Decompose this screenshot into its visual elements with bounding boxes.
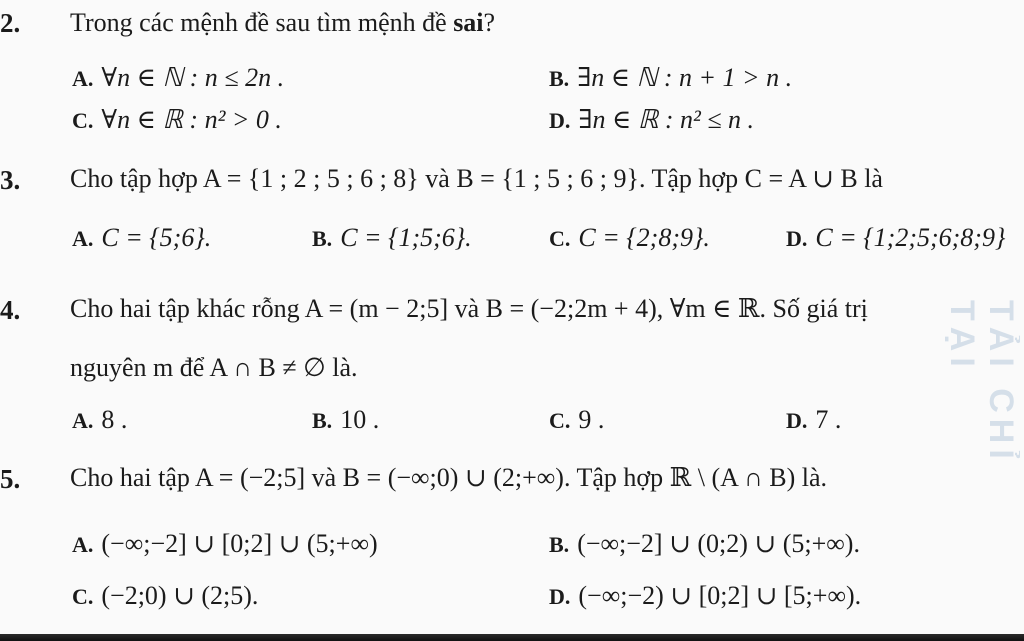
option-letter: B. bbox=[549, 532, 570, 557]
option-letter: C. bbox=[549, 408, 571, 433]
option-letter: B. bbox=[312, 226, 333, 251]
option-letter: A. bbox=[72, 408, 94, 433]
bottom-border bbox=[0, 634, 1024, 641]
question-2-option-d bbox=[549, 104, 754, 137]
question-4-stem-line-1: Cho hai tập khác rỗng A = (m − 2;5] và B = (−2;2m + 4), ∀m ∈ ℝ. Số giá trị bbox=[70, 294, 868, 323]
question-2-stem-bold: sai bbox=[453, 8, 484, 37]
question-5-number: 5. bbox=[0, 464, 21, 494]
option-text: C = {5;6}. bbox=[101, 223, 212, 252]
question-2-stem-text: Trong các mệnh đề sau tìm mệnh đề bbox=[70, 8, 454, 37]
option-text: 9 . bbox=[578, 405, 605, 434]
question-3-number: 3. bbox=[0, 165, 21, 195]
watermark: TẢI CHỈ TẠI bbox=[943, 300, 1020, 465]
question-3-stem: Cho tập hợp A = {1 ; 2 ; 5 ; 6 ; 8} và B = {1 ; 5 ; 6 ; 9}. Tập hợp C = A ∪ B là bbox=[70, 164, 883, 193]
question-5-option-d bbox=[549, 580, 861, 613]
option-text: 8 . bbox=[101, 405, 128, 434]
option-letter: B. bbox=[549, 66, 570, 91]
option-text: ∃n ∈ ℝ : n² ≤ n . bbox=[578, 105, 755, 134]
question-3-option-c bbox=[549, 222, 710, 255]
option-text: (−2;0) ∪ (2;5). bbox=[101, 581, 259, 610]
option-text: C = {2;8;9}. bbox=[578, 223, 710, 252]
option-text: 7 . bbox=[815, 405, 842, 434]
question-4-number: 4. bbox=[0, 295, 21, 325]
question-4-option-c bbox=[549, 404, 604, 437]
option-text: (−∞;−2] ∪ (0;2) ∪ (5;+∞). bbox=[577, 529, 860, 558]
option-letter: D. bbox=[786, 408, 808, 433]
question-5-option-a bbox=[72, 528, 378, 561]
question-2-stem bbox=[70, 7, 495, 39]
option-letter: C. bbox=[549, 226, 571, 251]
question-3-option-a bbox=[72, 222, 211, 255]
option-text: ∀n ∈ ℝ : n² > 0 . bbox=[101, 105, 282, 134]
question-2-number: 2. bbox=[0, 8, 21, 38]
question-2-option-c bbox=[72, 104, 282, 137]
option-text: C = {1;5;6}. bbox=[340, 223, 472, 252]
option-letter: C. bbox=[72, 108, 94, 133]
question-5-option-b bbox=[549, 528, 860, 561]
option-text: 10 . bbox=[340, 405, 380, 434]
option-letter: D. bbox=[786, 226, 808, 251]
option-text: ∃n ∈ ℕ : n + 1 > n . bbox=[577, 63, 793, 92]
option-letter: B. bbox=[312, 408, 333, 433]
option-letter: A. bbox=[72, 226, 94, 251]
option-letter: C. bbox=[72, 584, 94, 609]
question-5-option-c bbox=[72, 580, 258, 613]
option-text: (−∞;−2] ∪ [0;2] ∪ (5;+∞) bbox=[101, 529, 378, 558]
option-letter: A. bbox=[72, 532, 94, 557]
question-5-stem: Cho hai tập A = (−2;5] và B = (−∞;0) ∪ (2;+∞). Tập hợp ℝ \ (A ∩ B) là. bbox=[70, 463, 828, 492]
option-text: C = {1;2;5;6;8;9} bbox=[815, 223, 1006, 252]
question-2-option-a bbox=[72, 62, 284, 95]
question-4-option-d bbox=[786, 404, 841, 437]
question-4-option-b bbox=[312, 404, 379, 437]
option-letter: D. bbox=[549, 584, 571, 609]
question-2-option-b bbox=[549, 62, 792, 95]
option-text: ∀n ∈ ℕ : n ≤ 2n . bbox=[101, 63, 285, 92]
option-text: (−∞;−2) ∪ [0;2] ∪ [5;+∞). bbox=[578, 581, 862, 610]
question-2-stem-end: ? bbox=[483, 8, 496, 37]
option-letter: A. bbox=[72, 66, 94, 91]
option-letter: D. bbox=[549, 108, 571, 133]
question-4-option-a bbox=[72, 404, 127, 437]
question-4-stem-line-2: nguyên m để A ∩ B ≠ ∅ là. bbox=[70, 353, 358, 382]
question-3-option-d bbox=[786, 222, 1005, 255]
question-3-option-b bbox=[312, 222, 472, 255]
